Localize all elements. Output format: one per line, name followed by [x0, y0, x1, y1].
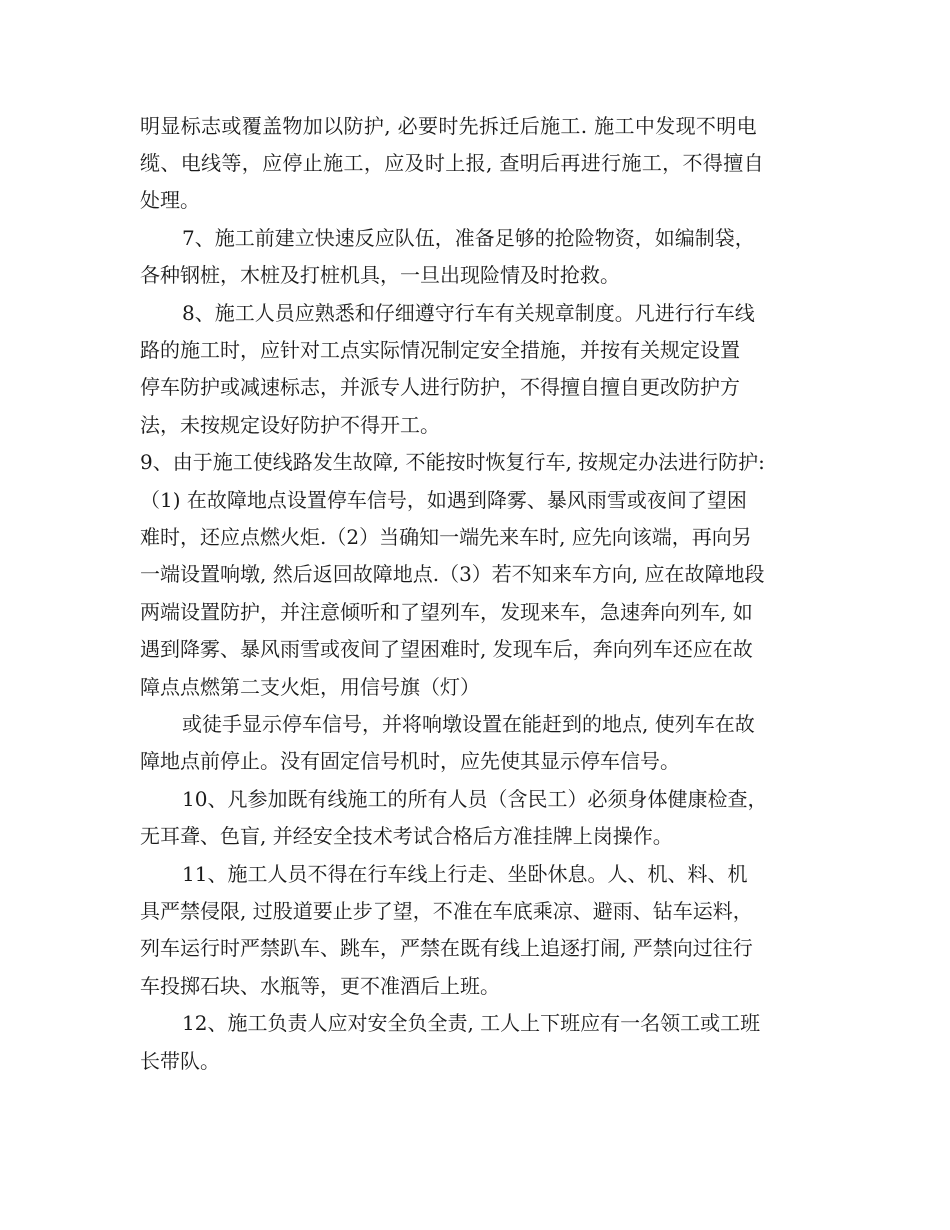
text-line: 一端设置响墩, 然后返回故障地点.（3）若不知来车方向, 应在故障地段: [140, 562, 765, 586]
text-line: 障点点燃第二支火炬，用信号旗（灯）: [140, 675, 480, 699]
text-line: 难时，还应点燃火炬.（2）当确知一端先来车时, 应先向该端，再向另: [140, 525, 752, 549]
text-line: 缆、电线等，应停止施工，应及时上报, 查明后再进行施工，不得擅自: [140, 151, 764, 175]
text-line: 9、由于施工使线路发生故障, 不能按时恢复行车, 按规定办法进行防护:: [140, 450, 765, 474]
text-line: 无耳聋、色盲, 并经安全技术考试合格后方准挂牌上岗操作。: [140, 824, 673, 848]
text-line: 8、施工人员应熟悉和仔细遵守行车有关规章制度。凡进行行车线: [182, 301, 755, 325]
text-line: （1) 在故障地点设置停车信号，如遇到降雾、暴风雨雪或夜间了望困: [140, 488, 747, 512]
text-line: 处理。: [140, 188, 200, 212]
text-line: 明显标志或覆盖物加以防护, 必要时先拆迁后施工. 施工中发现不明电: [140, 114, 757, 138]
text-line: 停车防护或减速标志，并派专人进行防护，不得擅自擅自更改防护方: [140, 375, 740, 399]
text-line: 法，未按规定设好防护不得开工。: [140, 413, 440, 437]
text-line: 7、施工前建立快速反应队伍，准备足够的抢险物资，如编制袋，: [182, 226, 755, 250]
text-line: 路的施工时，应针对工点实际情况制定安全措施，并按有关规定设置: [140, 338, 740, 362]
text-line: 车投掷石块、水瓶等，更不准酒后上班。: [140, 974, 500, 998]
text-line: 遇到降雾、暴风雨雪或夜间了望困难时, 发现车后，奔向列车还应在故: [140, 637, 753, 661]
text-line: 长带队。: [140, 1049, 220, 1073]
text-line: 11、施工人员不得在行车线上行走、坐卧休息。人、机、料、机: [182, 862, 748, 886]
text-line: 12、施工负责人应对安全负全责, 工人上下班应有一名领工或工班: [182, 1011, 761, 1035]
text-line: 列车运行时严禁趴车、跳车，严禁在既有线上追逐打闹, 严禁向过往行: [140, 936, 753, 960]
text-line: 具严禁侵限, 过股道要止步了望，不准在车底乘凉、避雨、钻车运料，: [140, 899, 753, 923]
text-line: 10、凡参加既有线施工的所有人员（含民工）必须身体健康检查，: [182, 787, 768, 811]
text-line: 或徒手显示停车信号，并将响墩设置在能赶到的地点, 使列车在故: [182, 712, 755, 736]
text-line: 各种钢桩，木桩及打桩机具，一旦出现险情及时抢救。: [140, 263, 620, 287]
text-line: 两端设置防护，并注意倾听和了望列车，发现来车，急速奔向列车, 如: [140, 600, 753, 624]
text-line: 障地点前停止。没有固定信号机时，应先使其显示停车信号。: [140, 749, 680, 773]
